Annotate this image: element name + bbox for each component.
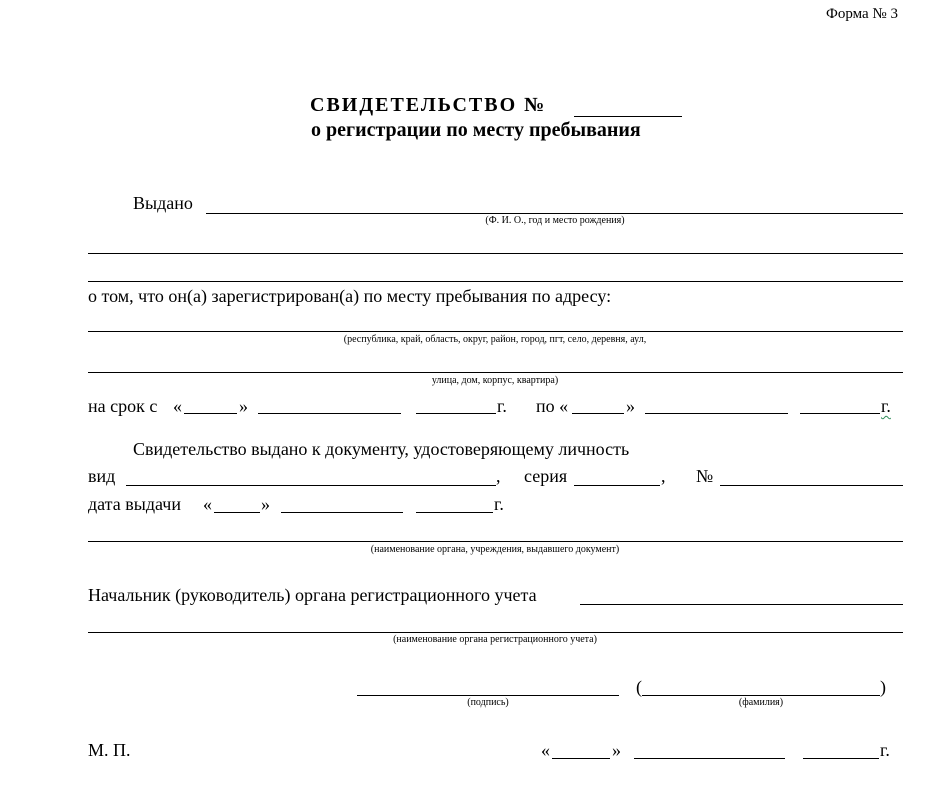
- document-date-year-field[interactable]: [416, 512, 493, 513]
- chief-field-line1[interactable]: [580, 604, 903, 605]
- signature-field[interactable]: [357, 695, 619, 696]
- document-series-comma: ,: [661, 466, 666, 486]
- issued-to-field[interactable]: [206, 213, 903, 214]
- document-kind-comma: ,: [496, 466, 501, 486]
- issued-label: Выдано: [133, 193, 193, 213]
- stamp-place-label: М. П.: [88, 740, 131, 760]
- address-field-line1[interactable]: [88, 331, 903, 332]
- term-from-label: на срок с: [88, 396, 158, 416]
- issued-to-field-line3[interactable]: [88, 281, 903, 282]
- signature-caption: (подпись): [467, 697, 509, 708]
- surname-field[interactable]: [642, 695, 880, 696]
- certificate-subtitle: о регистрации по месту пребывания: [311, 119, 641, 141]
- term-to-label: по «: [536, 396, 569, 416]
- surname-close-paren: ): [880, 677, 886, 697]
- footer-date-year-field[interactable]: [803, 758, 879, 759]
- certificate-number-field[interactable]: [574, 116, 682, 117]
- chief-label: Начальник (руководитель) органа регистрационного учета: [88, 585, 537, 605]
- footer-date-open-quote: «: [541, 740, 550, 760]
- chief-caption: (наименование органа регистрационного учета): [393, 634, 597, 645]
- footer-date-close-quote: »: [612, 740, 621, 760]
- term-to-close-quote: »: [626, 396, 635, 416]
- footer-date-month-field[interactable]: [634, 758, 785, 759]
- surname-caption: (фамилия): [738, 697, 784, 708]
- issuing-authority-caption: (наименование органа, учреждения, выдавшего документ): [370, 544, 620, 555]
- term-from-year-field[interactable]: [416, 413, 496, 414]
- document-series-field[interactable]: [574, 485, 660, 486]
- term-from-month-field[interactable]: [258, 413, 401, 414]
- address-caption-1: (республика, край, область, округ, район, город, пгт, село, деревня, аул,: [343, 334, 647, 345]
- address-field-line2[interactable]: [88, 372, 903, 373]
- document-date-month-field[interactable]: [281, 512, 403, 513]
- footer-date-day-field[interactable]: [552, 758, 610, 759]
- term-from-open-quote: «: [173, 396, 182, 416]
- document-date-label: дата выдачи: [88, 494, 181, 514]
- address-caption-2: улица, дом, корпус, квартира): [431, 375, 559, 386]
- term-from-year-suffix: г.: [497, 396, 507, 416]
- issued-caption: (Ф. И. О., год и место рождения): [485, 215, 625, 226]
- document-number-field[interactable]: [720, 485, 903, 486]
- document-date-day-field[interactable]: [214, 512, 260, 513]
- document-kind-field[interactable]: [126, 485, 496, 486]
- document-date-year-suffix: г.: [494, 494, 504, 514]
- term-to-month-field[interactable]: [645, 413, 788, 414]
- document-series-label: серия: [524, 466, 568, 486]
- issuing-authority-field[interactable]: [88, 541, 903, 542]
- form-number: Форма № 3: [826, 6, 898, 22]
- term-from-close-quote: »: [239, 396, 248, 416]
- document-number-label: №: [696, 466, 714, 486]
- document-date-close-quote: »: [261, 494, 270, 514]
- term-to-day-field[interactable]: [572, 413, 624, 414]
- term-to-year-suffix: г.: [881, 396, 891, 416]
- document-intro: Свидетельство выдано к документу, удостоверяющему личность: [133, 439, 630, 459]
- term-to-year-field[interactable]: [800, 413, 880, 414]
- certificate-title: СВИДЕТЕЛЬСТВО №: [310, 94, 547, 116]
- issued-to-field-line2[interactable]: [88, 253, 903, 254]
- term-from-day-field[interactable]: [184, 413, 237, 414]
- surname-open-paren: (: [636, 677, 642, 697]
- address-label: о том, что он(а) зарегистрирован(а) по месту пребывания по адресу:: [88, 286, 612, 306]
- document-date-open-quote: «: [203, 494, 212, 514]
- footer-date-year-suffix: г.: [880, 740, 890, 760]
- document-kind-label: вид: [88, 466, 116, 486]
- chief-field-line2[interactable]: [88, 632, 903, 633]
